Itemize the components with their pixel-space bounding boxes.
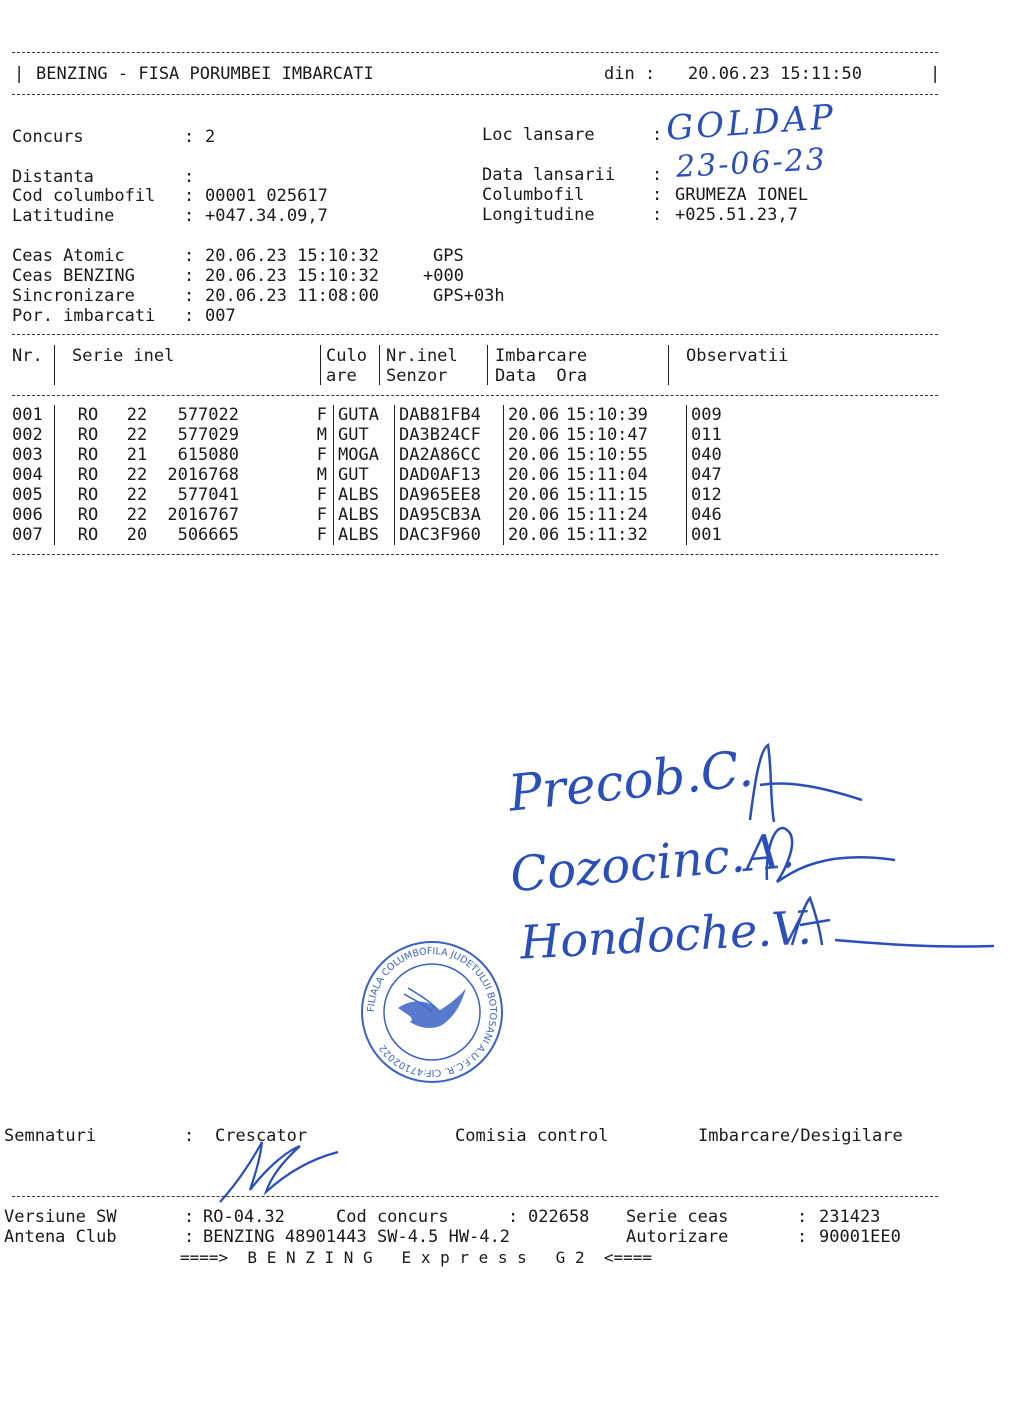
table-row — [12, 425, 741, 445]
cell-obs: 009 — [691, 405, 722, 425]
cell-sex: F — [245, 505, 334, 525]
cell-obs: 001 — [691, 525, 722, 545]
cell-an: 21 — [126, 445, 148, 465]
semnaturi-label: Semnaturi — [4, 1126, 97, 1146]
cell-senzor: DAD0AF13 — [395, 465, 504, 485]
cell-obs: 047 — [691, 465, 722, 485]
concurs-colon: : — [184, 127, 195, 147]
cell-culoare: GUT — [334, 425, 395, 445]
cell-obs: 040 — [691, 445, 722, 465]
versiune-sw-label: Versiune SW — [4, 1207, 117, 1227]
cell-inel: 2016768 — [167, 465, 239, 485]
cell-sex: F — [245, 445, 334, 465]
longitudine-colon: : — [652, 205, 663, 225]
benzing-brand-line: ====> B E N Z I N G E x p r e s s G 2 <==== — [180, 1248, 653, 1267]
distanta-label: Distanta — [12, 167, 94, 187]
handwritten-name-2: Cozocinc.A. — [508, 822, 797, 904]
loc-lansare-value: GOLDAP — [664, 97, 838, 149]
cell-an: 22 — [126, 465, 148, 485]
cell-data: 20.06 — [508, 465, 560, 485]
cell-nr: 007 — [12, 525, 55, 545]
club-stamp — [358, 938, 506, 1086]
crescator-signature — [210, 1130, 350, 1210]
latitudine-label: Latitudine — [12, 206, 115, 226]
cod-columbofil-colon: : — [184, 186, 195, 206]
cell-senzor: DA3B24CF — [395, 425, 504, 445]
cell-tara: RO — [77, 405, 99, 425]
cell-senzor: DA95CB3A — [395, 505, 504, 525]
signature-scribble-3 — [780, 890, 1000, 960]
cod-columbofil-value: 00001 025617 — [205, 186, 328, 206]
cell-ora: 15:10:55 — [566, 445, 687, 465]
crescator-label: Crescator — [215, 1126, 308, 1146]
loc-lansare-colon: : — [652, 125, 663, 145]
cell-obs: 012 — [691, 485, 722, 505]
ceas-atomic-colon: : — [184, 246, 195, 266]
cell-culoare: ALBS — [334, 485, 395, 505]
cell-tara: RO — [77, 425, 99, 445]
cell-data: 20.06 — [508, 505, 560, 525]
cell-inel: 2016767 — [167, 505, 239, 525]
versiune-sw-value: RO-04.32 — [203, 1207, 285, 1227]
cod-concurs-colon: : — [508, 1207, 519, 1227]
col-header-imbarcare-2: Data Ora — [495, 366, 588, 386]
cell-nr: 001 — [12, 405, 55, 425]
cell-sex: M — [245, 465, 334, 485]
cell-sex: F — [245, 485, 334, 505]
document-title: BENZING - FISA PORUMBEI IMBARCATI — [36, 64, 374, 84]
signature-scribble-2 — [755, 810, 905, 900]
cell-ora: 15:10:39 — [566, 405, 687, 425]
serie-ceas-value: 231423 — [819, 1207, 881, 1227]
comisia-control-label: Comisia control — [455, 1126, 609, 1146]
ceas-atomic-suffix: GPS — [433, 246, 464, 266]
cell-inel: 506665 — [177, 525, 239, 545]
cell-ora: 15:11:04 — [566, 465, 687, 485]
cell-sex: F — [245, 405, 334, 425]
cell-an: 20 — [126, 525, 148, 545]
cell-culoare: ALBS — [334, 525, 395, 545]
cell-senzor: DA2A86CC — [395, 445, 504, 465]
ceas-atomic-value: 20.06.23 15:10:32 — [205, 246, 379, 266]
cell-inel: 577029 — [177, 425, 239, 445]
imbarcare-desigilare-label: Imbarcare/Desigilare — [698, 1126, 903, 1146]
footer-rule — [12, 1196, 938, 1197]
cell-tara: RO — [77, 525, 99, 545]
distanta-colon: : — [184, 167, 195, 187]
cell-data: 20.06 — [508, 525, 560, 545]
cell-inel: 615080 — [177, 445, 239, 465]
cell-senzor: DAC3F960 — [395, 525, 504, 545]
cod-concurs-label: Cod concurs — [336, 1207, 449, 1227]
concurs-value: 2 — [205, 127, 216, 147]
versiune-sw-colon: : — [184, 1207, 195, 1227]
header-top-rule — [12, 52, 938, 53]
sincronizare-suffix: GPS+03h — [433, 286, 505, 306]
ceas-benzing-value: 20.06.23 15:10:32 — [205, 266, 379, 286]
cell-nr: 006 — [12, 505, 55, 525]
ceas-benzing-label: Ceas BENZING — [12, 266, 135, 286]
cell-culoare: ALBS — [334, 505, 395, 525]
cell-tara: RO — [77, 485, 99, 505]
cell-nr: 004 — [12, 465, 55, 485]
table-bottom-rule — [12, 554, 938, 555]
columbofil-colon: : — [652, 185, 663, 205]
cell-tara: RO — [77, 445, 99, 465]
autorizare-label: Autorizare — [626, 1227, 729, 1247]
table-row — [12, 485, 741, 505]
header-divider — [320, 345, 321, 385]
cell-obs: 046 — [691, 505, 722, 525]
serie-ceas-colon: : — [797, 1207, 808, 1227]
antena-club-value: BENZING 48901443 SW-4.5 HW-4.2 — [203, 1227, 511, 1247]
ceas-benzing-colon: : — [184, 266, 195, 286]
antena-club-label: Antena Club — [4, 1227, 117, 1247]
porumbei-imbarcati-colon: : — [184, 306, 195, 326]
longitudine-value: +025.51.23,7 — [675, 205, 798, 225]
cell-data: 20.06 — [508, 405, 560, 425]
data-lansarii-label: Data lansarii — [482, 165, 616, 185]
cell-an: 22 — [126, 425, 148, 445]
antena-club-colon: : — [184, 1227, 195, 1247]
table-row — [12, 525, 741, 545]
pigeon-table — [12, 405, 741, 545]
sincronizare-label: Sincronizare — [12, 286, 135, 306]
ceas-benzing-suffix: +000 — [423, 266, 464, 286]
cell-ora: 15:11:24 — [566, 505, 687, 525]
cell-culoare: GUTA — [334, 405, 395, 425]
cell-culoare: GUT — [334, 465, 395, 485]
cell-nr: 002 — [12, 425, 55, 445]
cell-obs: 011 — [691, 425, 722, 445]
col-header-imbarcare-1: Imbarcare — [495, 346, 588, 366]
ceas-atomic-label: Ceas Atomic — [12, 246, 125, 266]
header-divider — [668, 345, 669, 385]
autorizare-colon: : — [797, 1227, 808, 1247]
cell-senzor: DA965EE8 — [395, 485, 504, 505]
loc-lansare-label: Loc lansare — [482, 125, 595, 145]
cod-columbofil-label: Cod columbofil — [12, 186, 156, 206]
col-header-nrinel-1: Nr.inel — [386, 346, 458, 366]
cell-senzor: DAB81FB4 — [395, 405, 504, 425]
cell-data: 20.06 — [508, 445, 560, 465]
cell-culoare: MOGA — [334, 445, 395, 465]
header-right-bar: | — [930, 64, 941, 84]
table-row — [12, 445, 741, 465]
table-row — [12, 465, 741, 485]
handwritten-name-1: Precob.C. — [505, 739, 756, 823]
cell-sex: F — [245, 525, 334, 545]
table-top-rule — [12, 334, 938, 335]
cod-concurs-value: 022658 — [528, 1207, 590, 1227]
cell-ora: 15:10:47 — [566, 425, 687, 445]
cell-tara: RO — [77, 505, 99, 525]
header-divider — [54, 345, 55, 385]
col-header-nrinel-2: Senzor — [386, 366, 448, 386]
cell-nr: 003 — [12, 445, 55, 465]
longitudine-label: Longitudine — [482, 205, 595, 225]
col-header-observatii: Observatii — [686, 346, 789, 366]
data-lansarii-colon: : — [652, 165, 663, 185]
autorizare-value: 90001EE0 — [819, 1227, 901, 1247]
sincronizare-colon: : — [184, 286, 195, 306]
porumbei-imbarcati-value: 007 — [205, 306, 236, 326]
latitudine-value: +047.34.09,7 — [205, 206, 328, 226]
concurs-label: Concurs — [12, 127, 84, 147]
semnaturi-colon: : — [184, 1126, 195, 1146]
header-divider — [487, 345, 488, 385]
data-lansarii-value: 23-06-23 — [675, 142, 828, 185]
columbofil-value: GRUMEZA IONEL — [675, 185, 809, 205]
table-row — [12, 505, 741, 525]
serie-ceas-label: Serie ceas — [626, 1207, 729, 1227]
header-left-bar: | — [14, 64, 25, 84]
table-row — [12, 405, 741, 425]
columbofil-label: Columbofil — [482, 185, 585, 205]
table-header-rule — [12, 395, 938, 396]
cell-tara: RO — [77, 465, 99, 485]
header-datetime: 20.06.23 15:11:50 — [688, 64, 862, 84]
header-bottom-rule — [12, 94, 938, 95]
header-divider — [379, 345, 380, 385]
cell-data: 20.06 — [508, 425, 560, 445]
latitudine-colon: : — [184, 206, 195, 226]
cell-inel: 577041 — [177, 485, 239, 505]
sincronizare-value: 20.06.23 11:08:00 — [205, 286, 379, 306]
cell-data: 20.06 — [508, 485, 560, 505]
cell-an: 22 — [126, 485, 148, 505]
cell-inel: 577022 — [177, 405, 239, 425]
porumbei-imbarcati-label: Por. imbarcati — [12, 306, 156, 326]
cell-an: 22 — [126, 505, 148, 525]
handwritten-name-3: Hondoche.V. — [518, 900, 813, 970]
cell-an: 22 — [126, 405, 148, 425]
col-header-culoare-1: Culo — [326, 346, 367, 366]
cell-sex: M — [245, 425, 334, 445]
cell-ora: 15:11:32 — [566, 525, 687, 545]
col-header-culoare-2: are — [326, 366, 357, 386]
col-header-serie: Serie inel — [72, 346, 175, 366]
dove-icon — [398, 988, 466, 1028]
stamp-ring-text: FILIALA COLUMBOFILA JUDETULUI BOTOSANI A.U.F.C.R. CIF:47102022 — [365, 945, 499, 1079]
col-header-nr: Nr. — [12, 346, 43, 366]
header-din-label: din : — [604, 64, 656, 84]
cell-ora: 15:11:15 — [566, 485, 687, 505]
cell-nr: 005 — [12, 485, 55, 505]
